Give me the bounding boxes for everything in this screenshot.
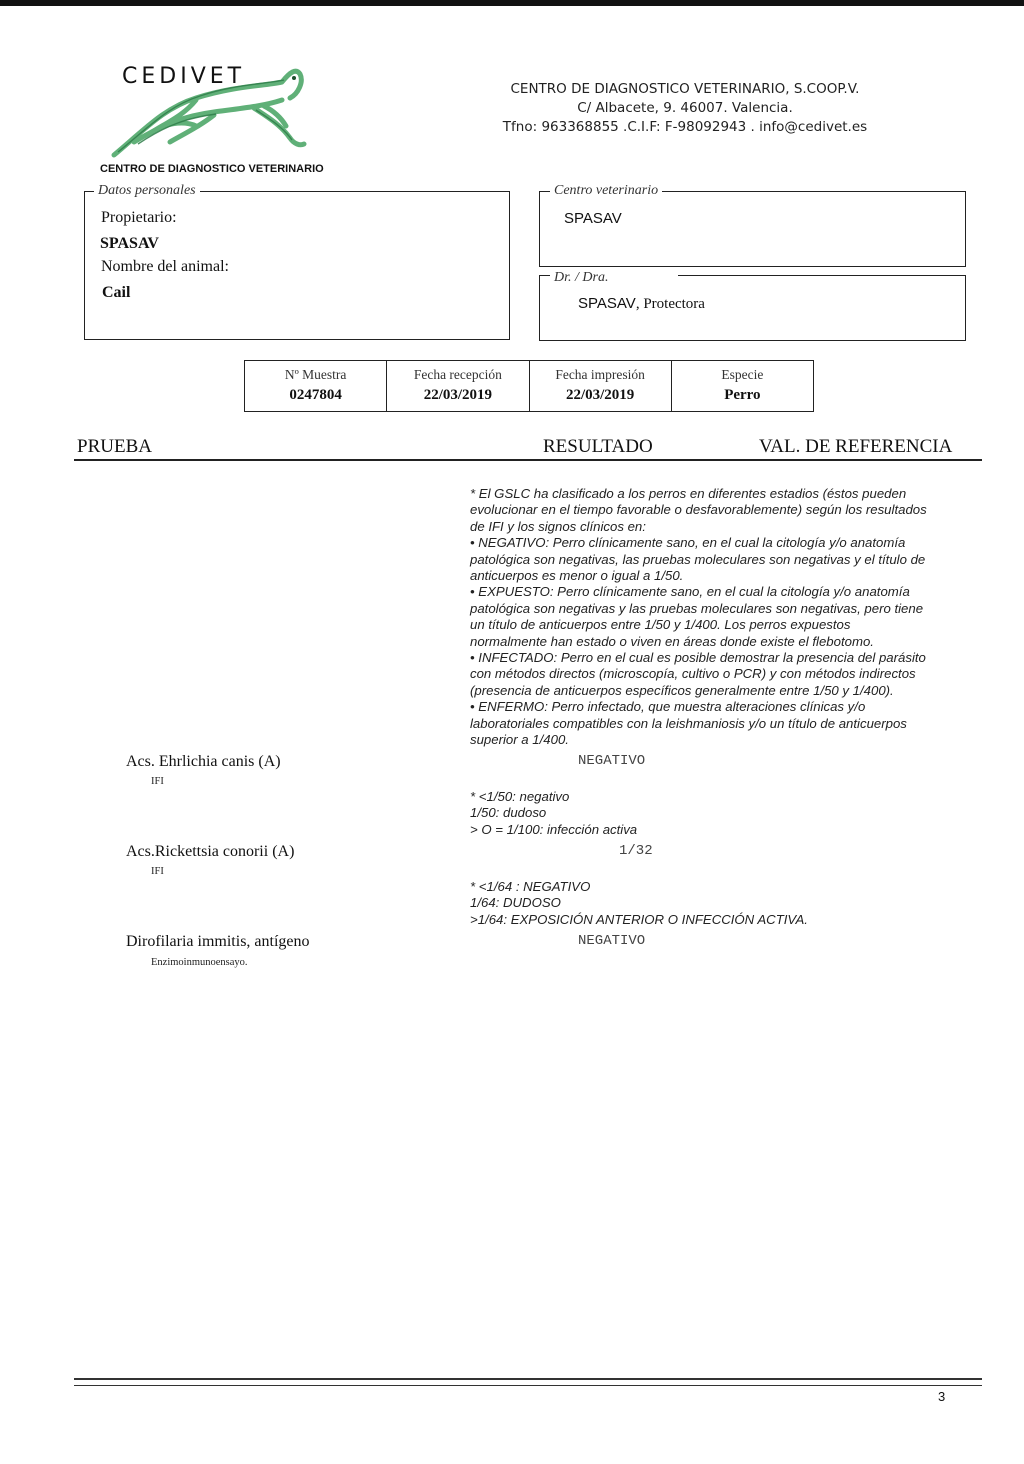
footer-rule <box>74 1378 982 1380</box>
logo-name: CEDIVET <box>122 64 246 89</box>
test-name-rickettsia: Acs.Rickettsia conorii (A) <box>126 843 295 860</box>
footer-rule-thin <box>74 1385 982 1386</box>
note-line: evolucionar en el tiempo favorable o desfavorablemente) según los resultados <box>470 502 927 518</box>
reference-line: > O = 1/100: infección activa <box>470 821 638 837</box>
note-line: • ENFERMO: Perro infectado, que muestra alteraciones clínicas y/o <box>470 699 866 715</box>
leishmania-note <box>470 486 990 749</box>
sample-cell <box>387 361 529 411</box>
test-name-ehrlichia: Acs. Ehrlichia canis (A) <box>126 753 281 770</box>
logo-subtitle: CENTRO DE DIAGNOSTICO VETERINARIO <box>100 163 324 175</box>
reference-line: * <1/64 : NEGATIVO <box>470 879 591 894</box>
note-line: patológica son negativas y las pruebas moleculares son negativas, pero tiene <box>470 600 924 616</box>
note-line: patológica son negativas, las pruebas moleculares son negativas y el título de <box>470 551 926 567</box>
sample-header: Fecha recepción <box>413 367 502 382</box>
sample-header: Fecha impresión <box>555 367 645 382</box>
animal-label: Nombre del animal: <box>101 258 229 275</box>
test-method: IFI <box>151 776 164 787</box>
reference-line: 1/50: dudoso <box>470 805 547 821</box>
sample-header: Nº Muestra <box>284 367 347 382</box>
column-header-test: PRUEBA <box>77 436 152 457</box>
note-line: laboratoriales compatibles con la leishmaniosis y/o un título de anticuerpos <box>470 715 907 731</box>
vet-center-value: SPASAV <box>564 210 622 227</box>
test-name-dirofilaria: Dirofilaria immitis, antígeno <box>126 933 310 950</box>
owner-value: SPASAV <box>100 235 159 252</box>
test-result: NEGATIVO <box>578 933 646 949</box>
sample-cell <box>245 361 387 411</box>
test-result: NEGATIVO <box>578 753 646 769</box>
note-line: • NEGATIVO: Perro clínicamente sano, en el cual la citología y/o anatomía <box>470 535 906 551</box>
sample-value: 22/03/2019 <box>423 387 493 403</box>
doctor-value-b: , Protectora <box>635 296 705 312</box>
animal-value: Cail <box>102 284 131 301</box>
note-line: superior a 1/400. <box>470 732 569 748</box>
note-line: • INFECTADO: Perro en el cual es posible demostrar la presencia del parásito <box>470 650 926 666</box>
note-line: anticuerpos es menor o igual a 1/50. <box>470 568 684 584</box>
personal-data-legend: Datos personales <box>94 183 200 199</box>
reference-line: * <1/50: negativo <box>470 789 570 804</box>
note-line: con métodos directos (microscopía, cultivo o PCR) y con métodos indirectos <box>470 666 916 682</box>
test-method: IFI <box>151 866 164 877</box>
sample-value: 0247804 <box>289 387 342 403</box>
header-rule <box>74 459 982 461</box>
note-line: * El GSLC ha clasificado a los perros en diferentes estadios (éstos pueden <box>470 486 907 501</box>
sample-value: Perro <box>724 387 761 403</box>
test-result: 1/32 <box>619 843 653 859</box>
sample-cell <box>530 361 672 411</box>
vet-center-legend: Centro veterinario <box>550 183 662 199</box>
sample-value: 22/03/2019 <box>565 387 635 403</box>
test-reference <box>470 879 808 928</box>
note-line: (presencia de anticuerpos específicos generalmente entre 1/50 y 1/400). <box>470 682 894 698</box>
note-line: • EXPUESTO: Perro clínicamente sano, en el cual la citología y/o anatomía <box>470 584 910 600</box>
page-number: 3 <box>938 1389 946 1404</box>
doctor-value-a: SPASAV <box>578 295 636 312</box>
doctor-legend: Dr. / Dra. <box>550 270 678 286</box>
sample-cell <box>672 361 813 411</box>
owner-label: Propietario: <box>101 209 177 226</box>
doctor-value <box>578 295 705 313</box>
sample-info-table <box>244 360 814 412</box>
lab-name: CENTRO DE DIAGNOSTICO VETERINARIO, S.COOP.V. <box>510 81 860 97</box>
reference-line: >1/64: EXPOSICIÓN ANTERIOR O INFECCIÓN ACTIVA. <box>470 911 808 927</box>
lab-header <box>470 80 900 137</box>
note-line: un título de anticuerpos entre 1/50 y 1/400. Los perros expuestos <box>470 617 851 633</box>
lab-contact: Tfno: 963368855 .C.I.F: F-98092943 . info@cedivet.es <box>502 119 868 135</box>
note-line: de IFI y los signos clínicos en: <box>470 518 646 534</box>
note-line: normalmente han estado o viven en áreas donde existe el flebotomo. <box>470 633 874 649</box>
test-method: Enzimoinmunoensayo. <box>151 957 248 968</box>
vet-center-box <box>539 191 966 267</box>
column-header-result: RESULTADO <box>543 436 653 457</box>
reference-line: 1/64: DUDOSO <box>470 895 561 911</box>
top-border <box>0 0 1024 6</box>
column-header-reference: VAL. DE REFERENCIA <box>759 436 953 457</box>
sample-header: Especie <box>721 367 764 382</box>
lab-address: C/ Albacete, 9. 46007. Valencia. <box>577 100 793 116</box>
test-reference <box>470 789 637 838</box>
